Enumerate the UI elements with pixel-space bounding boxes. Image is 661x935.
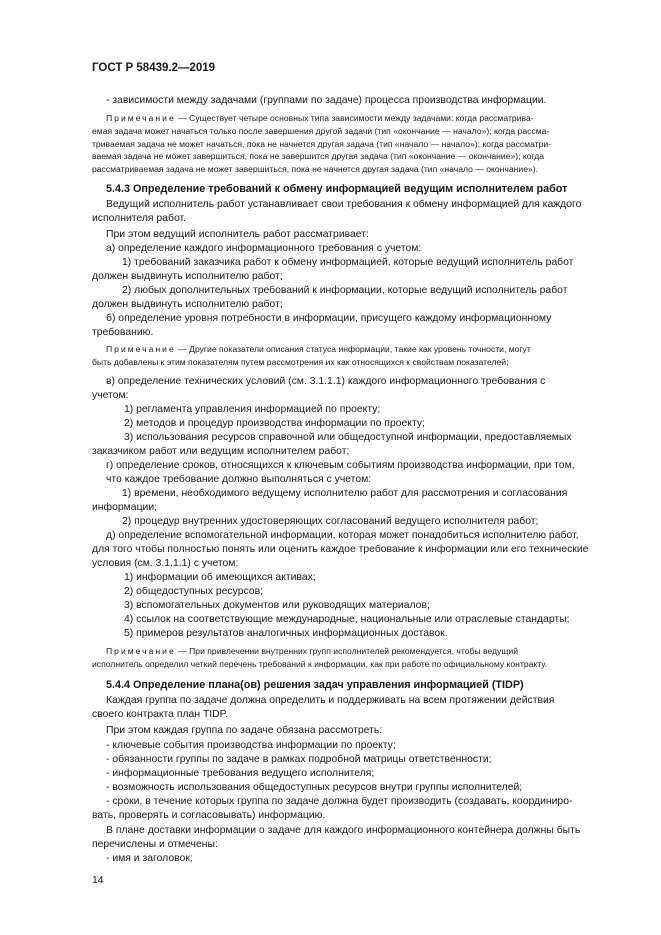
text-line: 1) информации об имеющихся активах; — [124, 572, 316, 583]
text-line: заказчиком работ или ведущим исполнителем работ; — [92, 446, 350, 457]
text-line: 2) методов и процедур производства информации по проекту; — [124, 418, 425, 429]
list-item: - имя и заголовок; — [106, 853, 193, 864]
document-header-id: ГОСТ Р 58439.2—2019 — [92, 62, 216, 74]
list-item: - обязанности группы по задаче в рамках подробной матрицы ответственности; — [106, 754, 492, 765]
text-line: а) определение каждого информационного требования с учетом: — [106, 243, 422, 254]
text-line: Каждая группа по задаче должна определить и поддерживать на всем протяжении действия — [106, 695, 555, 706]
note-label: Примечание — [106, 344, 176, 354]
text-line: учетом: — [92, 390, 129, 401]
text-line: перечислены и отмечены: — [92, 839, 218, 850]
text-line: 3) вспомогательных документов или руководящих материалов; — [124, 600, 430, 611]
text-line: 1) требований заказчика работ к обмену информацией, которые ведущий исполнитель работ — [122, 257, 574, 268]
note-line — [106, 646, 518, 657]
text-line: г) определение сроков, относящихся к ключевым событиям производства информации, при том, — [106, 460, 575, 471]
page-number: 14 — [92, 875, 104, 886]
note-text: — Другие показатели описания статуса информации, такие как уровень точности, могут — [175, 344, 531, 354]
text-line: информации; — [92, 502, 158, 513]
text-line: 1) регламента управления информацией по проекту; — [124, 404, 381, 415]
note-label: Примечание — [106, 113, 176, 123]
text-line: 1) времени, необходимого ведущему исполнителю работ для рассмотрения и согласования — [122, 488, 568, 499]
text-line: 3) использования ресурсов справочной или общедоступной информации, предоставляемых — [124, 432, 572, 443]
text-line: что каждое требование должно выполняться с учетом: — [106, 474, 372, 485]
note-line — [106, 113, 534, 124]
text-line: должен выдвинуть исполнителю работ; — [92, 299, 283, 310]
text-line: вать, проверять и согласовывать) информацию. — [92, 810, 326, 821]
text-line: исполнителя работ. — [92, 213, 186, 224]
text-line: условия (см. 3.1.1.1) с учетом: — [92, 558, 239, 569]
list-item: - информационные требования ведущего исполнителя; — [106, 768, 375, 779]
note-line: емая задача может начаться только после завершения другой задачи (тип «окончание — начало»); когда рассма- — [92, 126, 550, 136]
note-text: — Существует четыре основных типа зависимости между задачами: когда рассматрива- — [175, 113, 534, 123]
text-line: 2) процедур внутренних удостоверяющих согласований ведущего исполнителя работ; — [122, 516, 539, 527]
list-item: - ключевые события производства информации по проекту; — [106, 740, 396, 751]
text-line: При этом каждая группа по задаче обязана рассмотреть: — [106, 725, 383, 736]
text-line: - зависимости между задачами (группами по задаче) процесса производства информации. — [106, 95, 547, 106]
text-line: требованию. — [92, 327, 154, 338]
text-line: 2) любых дополнительных требований к информации, которые ведущий исполнитель работ — [122, 285, 568, 296]
text-line: б) определение уровня потребности в информации, присущего каждому информационному — [106, 313, 552, 324]
list-item: - возможность использования общедоступных ресурсов внутри группы исполнителей; — [106, 782, 523, 793]
note-label: Примечание — [106, 646, 176, 656]
note-line: исполнитель определил четкий перечень требований к информации, как при работе по официальному контракту. — [92, 659, 548, 669]
text-line: своего контракта план TIDP. — [92, 709, 229, 720]
note-line: рассматриваемая задача не может завершиться, пока не начнется другая задача (тип «начало — окончание»). — [92, 164, 539, 174]
text-line: 4) ссылок на соответствующие международные, национальные или отраслевые стандарты; — [124, 614, 570, 625]
text-line: В плане доставки информации о задаче для каждого информационного контейнера должны быть — [106, 825, 581, 836]
note-line — [106, 344, 531, 355]
text-line: в) определение технических условий (см. 3.1.1.1) каждого информационного требования с — [106, 376, 546, 387]
text-line: 5) примеров результатов аналогичных информационных доставок. — [124, 628, 448, 639]
note-line: быть добавлены к этим показателям путем рассмотрения их как относящихся к свойствам показателей; — [92, 357, 509, 367]
list-item: - сроки, в течение которых группа по задаче должна будет производить (создавать, координиро- — [106, 796, 573, 807]
text-line: Ведущий исполнитель работ устанавливает свои требования к обмену информацией для каждого — [106, 199, 582, 210]
note-line: ваемая задача не может завершиться, пока не завершится другая задача (тип «окончание — окончание»); когда — [92, 151, 545, 161]
text-line: должен выдвинуть исполнителю работ; — [92, 271, 283, 282]
text-line: 2) общедоступных ресурсов; — [124, 586, 263, 597]
note-line: триваемая задача не может начаться, пока не начнется другая задача (тип «начало — начало»); когда рассматри- — [92, 139, 552, 149]
text-line: При этом ведущий исполнитель работ рассматривает: — [106, 229, 369, 240]
section-heading-5-4-3: 5.4.3 Определение требований к обмену информацией ведущим исполнителем работ — [106, 183, 568, 195]
text-line: д) определение вспомогательной информации, которая может понадобиться исполнителю работ, — [106, 530, 579, 541]
note-text: — При привлечении внутренних групп исполнителей рекомендуется, чтобы ведущий — [175, 646, 518, 656]
section-heading-5-4-4: 5.4.4 Определение плана(ов) решения задач управления информацией (TIDP) — [106, 679, 524, 691]
text-line: для того чтобы полностью понять или оценить каждое требование к информации или его технические — [92, 544, 589, 555]
